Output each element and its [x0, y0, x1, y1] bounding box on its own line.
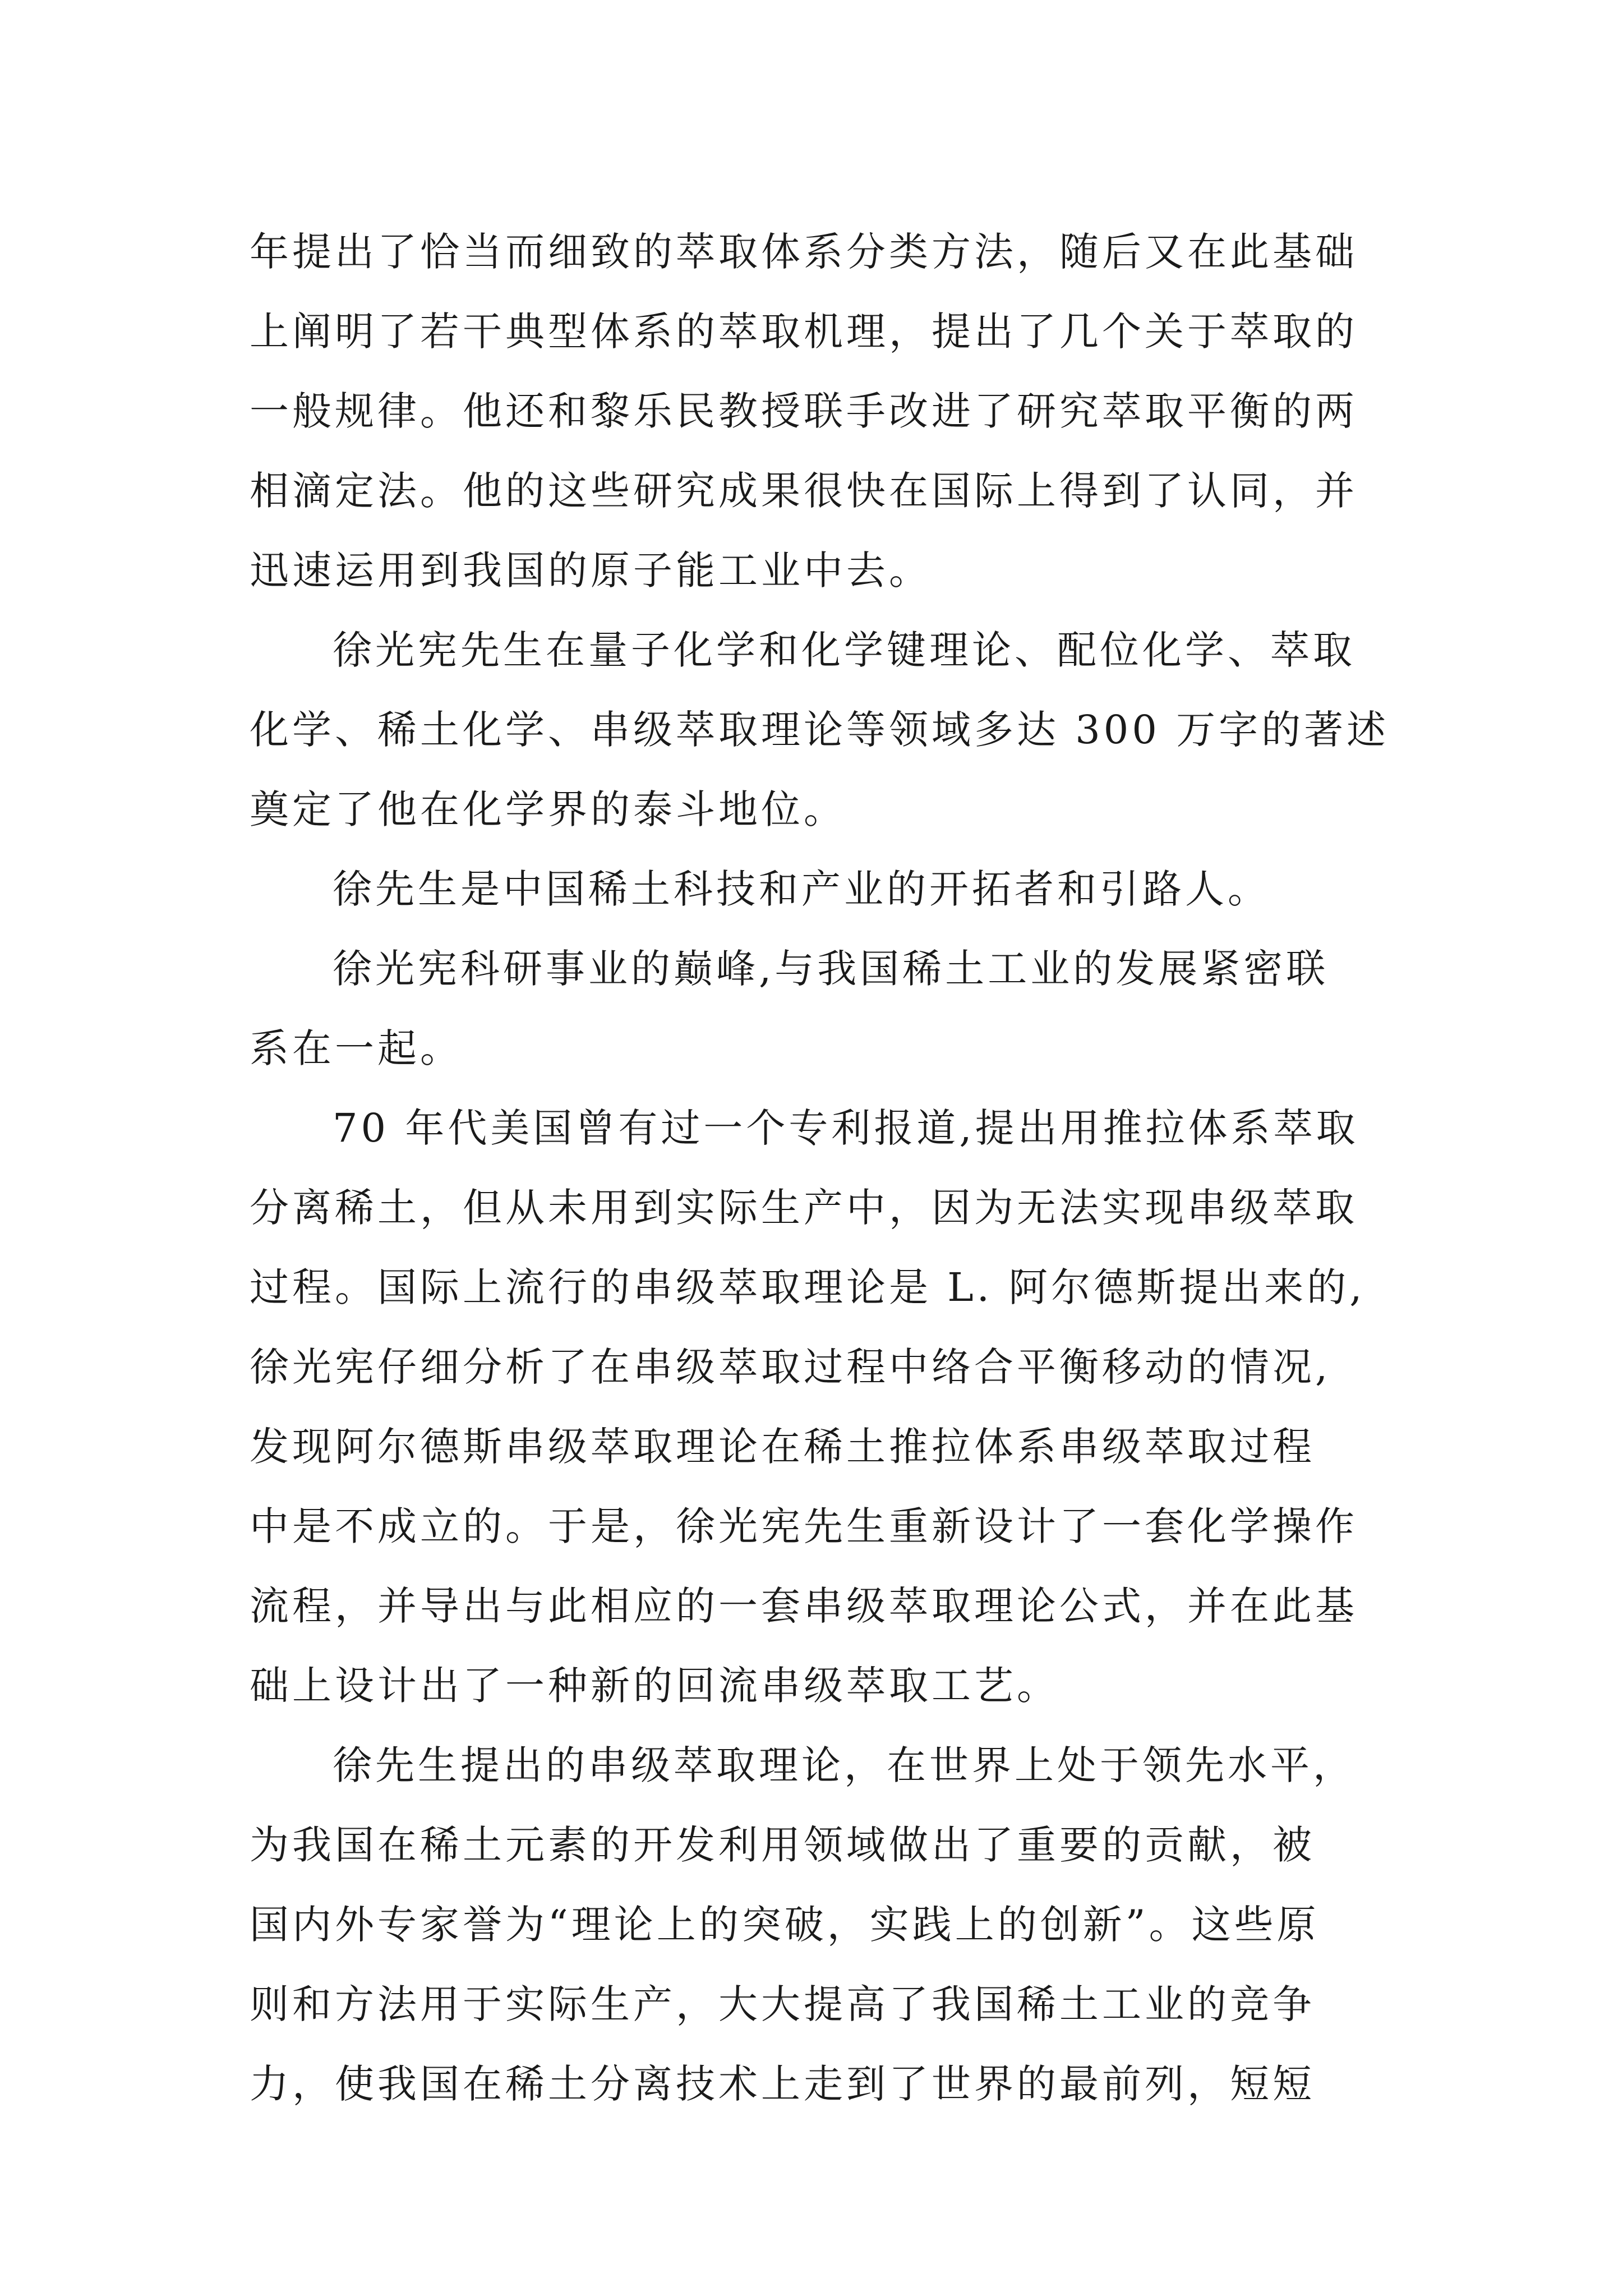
paragraph — [250, 1088, 1385, 1726]
paragraph-line: 化学、稀土化学、串级萃取理论等领域多达 300 万字的著述 — [250, 707, 1390, 753]
paragraph — [250, 929, 1385, 1088]
paragraph-line: 力，使我国在稀土分离技术上走到了世界的最前列，短短 — [250, 2061, 1315, 2107]
paragraph-line: 一般规律。他还和黎乐民教授联手改进了研究萃取平衡的两 — [250, 388, 1358, 434]
paragraph — [250, 212, 1385, 610]
paragraph-line: 徐先生是中国稀土科技和产业的开拓者和引路人。 — [333, 866, 1270, 912]
paragraph-line: 发现阿尔德斯串级萃取理论在稀土推拉体系串级萃取过程 — [250, 1424, 1315, 1470]
paragraph-line: 过程。国际上流行的串级萃取理论是 L. 阿尔德斯提出来的, — [250, 1264, 1366, 1310]
paragraph-line: 为我国在稀土元素的开发利用领域做出了重要的贡献，被 — [250, 1822, 1315, 1868]
paragraph-line: 则和方法用于实际生产，大大提高了我国稀土工业的竞争 — [250, 1981, 1315, 2027]
paragraph-line: 流程，并导出与此相应的一套串级萃取理论公式，并在此基 — [250, 1583, 1358, 1629]
paragraph-line: 徐光宪仔细分析了在串级萃取过程中络合平衡移动的情况, — [250, 1344, 1331, 1390]
paragraph-line: 中是不成立的。于是，徐光宪先生重新设计了一套化学操作 — [250, 1503, 1358, 1549]
paragraph-line: 奠定了他在化学界的泰斗地位。 — [250, 786, 846, 832]
paragraph-line: 上阐明了若干典型体系的萃取机理，提出了几个关于萃取的 — [250, 309, 1358, 355]
paragraph — [250, 849, 1385, 929]
paragraph-line: 迅速运用到我国的原子能工业中去。 — [250, 547, 932, 593]
paragraph-line: 徐光宪先生在量子化学和化学键理论、配位化学、萃取 — [333, 627, 1355, 673]
paragraph-line: 相滴定法。他的这些研究成果很快在国际上得到了认同，并 — [250, 468, 1358, 514]
paragraph-line: 国内外专家誉为“理论上的突破，实践上的创新”。这些原 — [250, 1902, 1320, 1948]
paragraph-line: 徐光宪科研事业的巅峰,与我国稀土工业的发展紧密联 — [333, 946, 1329, 992]
paragraph-line: 徐先生提出的串级萃取理论，在世界上处于领先水平， — [333, 1742, 1355, 1788]
paragraph-line: 分离稀土，但从未用到实际生产中，因为无法实现串级萃取 — [250, 1185, 1358, 1231]
paragraph — [250, 610, 1390, 849]
document-body — [250, 212, 1390, 2124]
paragraph-line: 年提出了恰当而细致的萃取体系分类方法，随后又在此基础 — [250, 229, 1358, 275]
paragraph-line: 70 年代美国曾有过一个专利报道,提出用推拉体系萃取 — [333, 1105, 1359, 1151]
paragraph-line: 系在一起。 — [250, 1025, 463, 1071]
paragraph — [250, 1726, 1385, 2124]
paragraph-line: 础上设计出了一种新的回流串级萃取工艺。 — [250, 1663, 1059, 1709]
